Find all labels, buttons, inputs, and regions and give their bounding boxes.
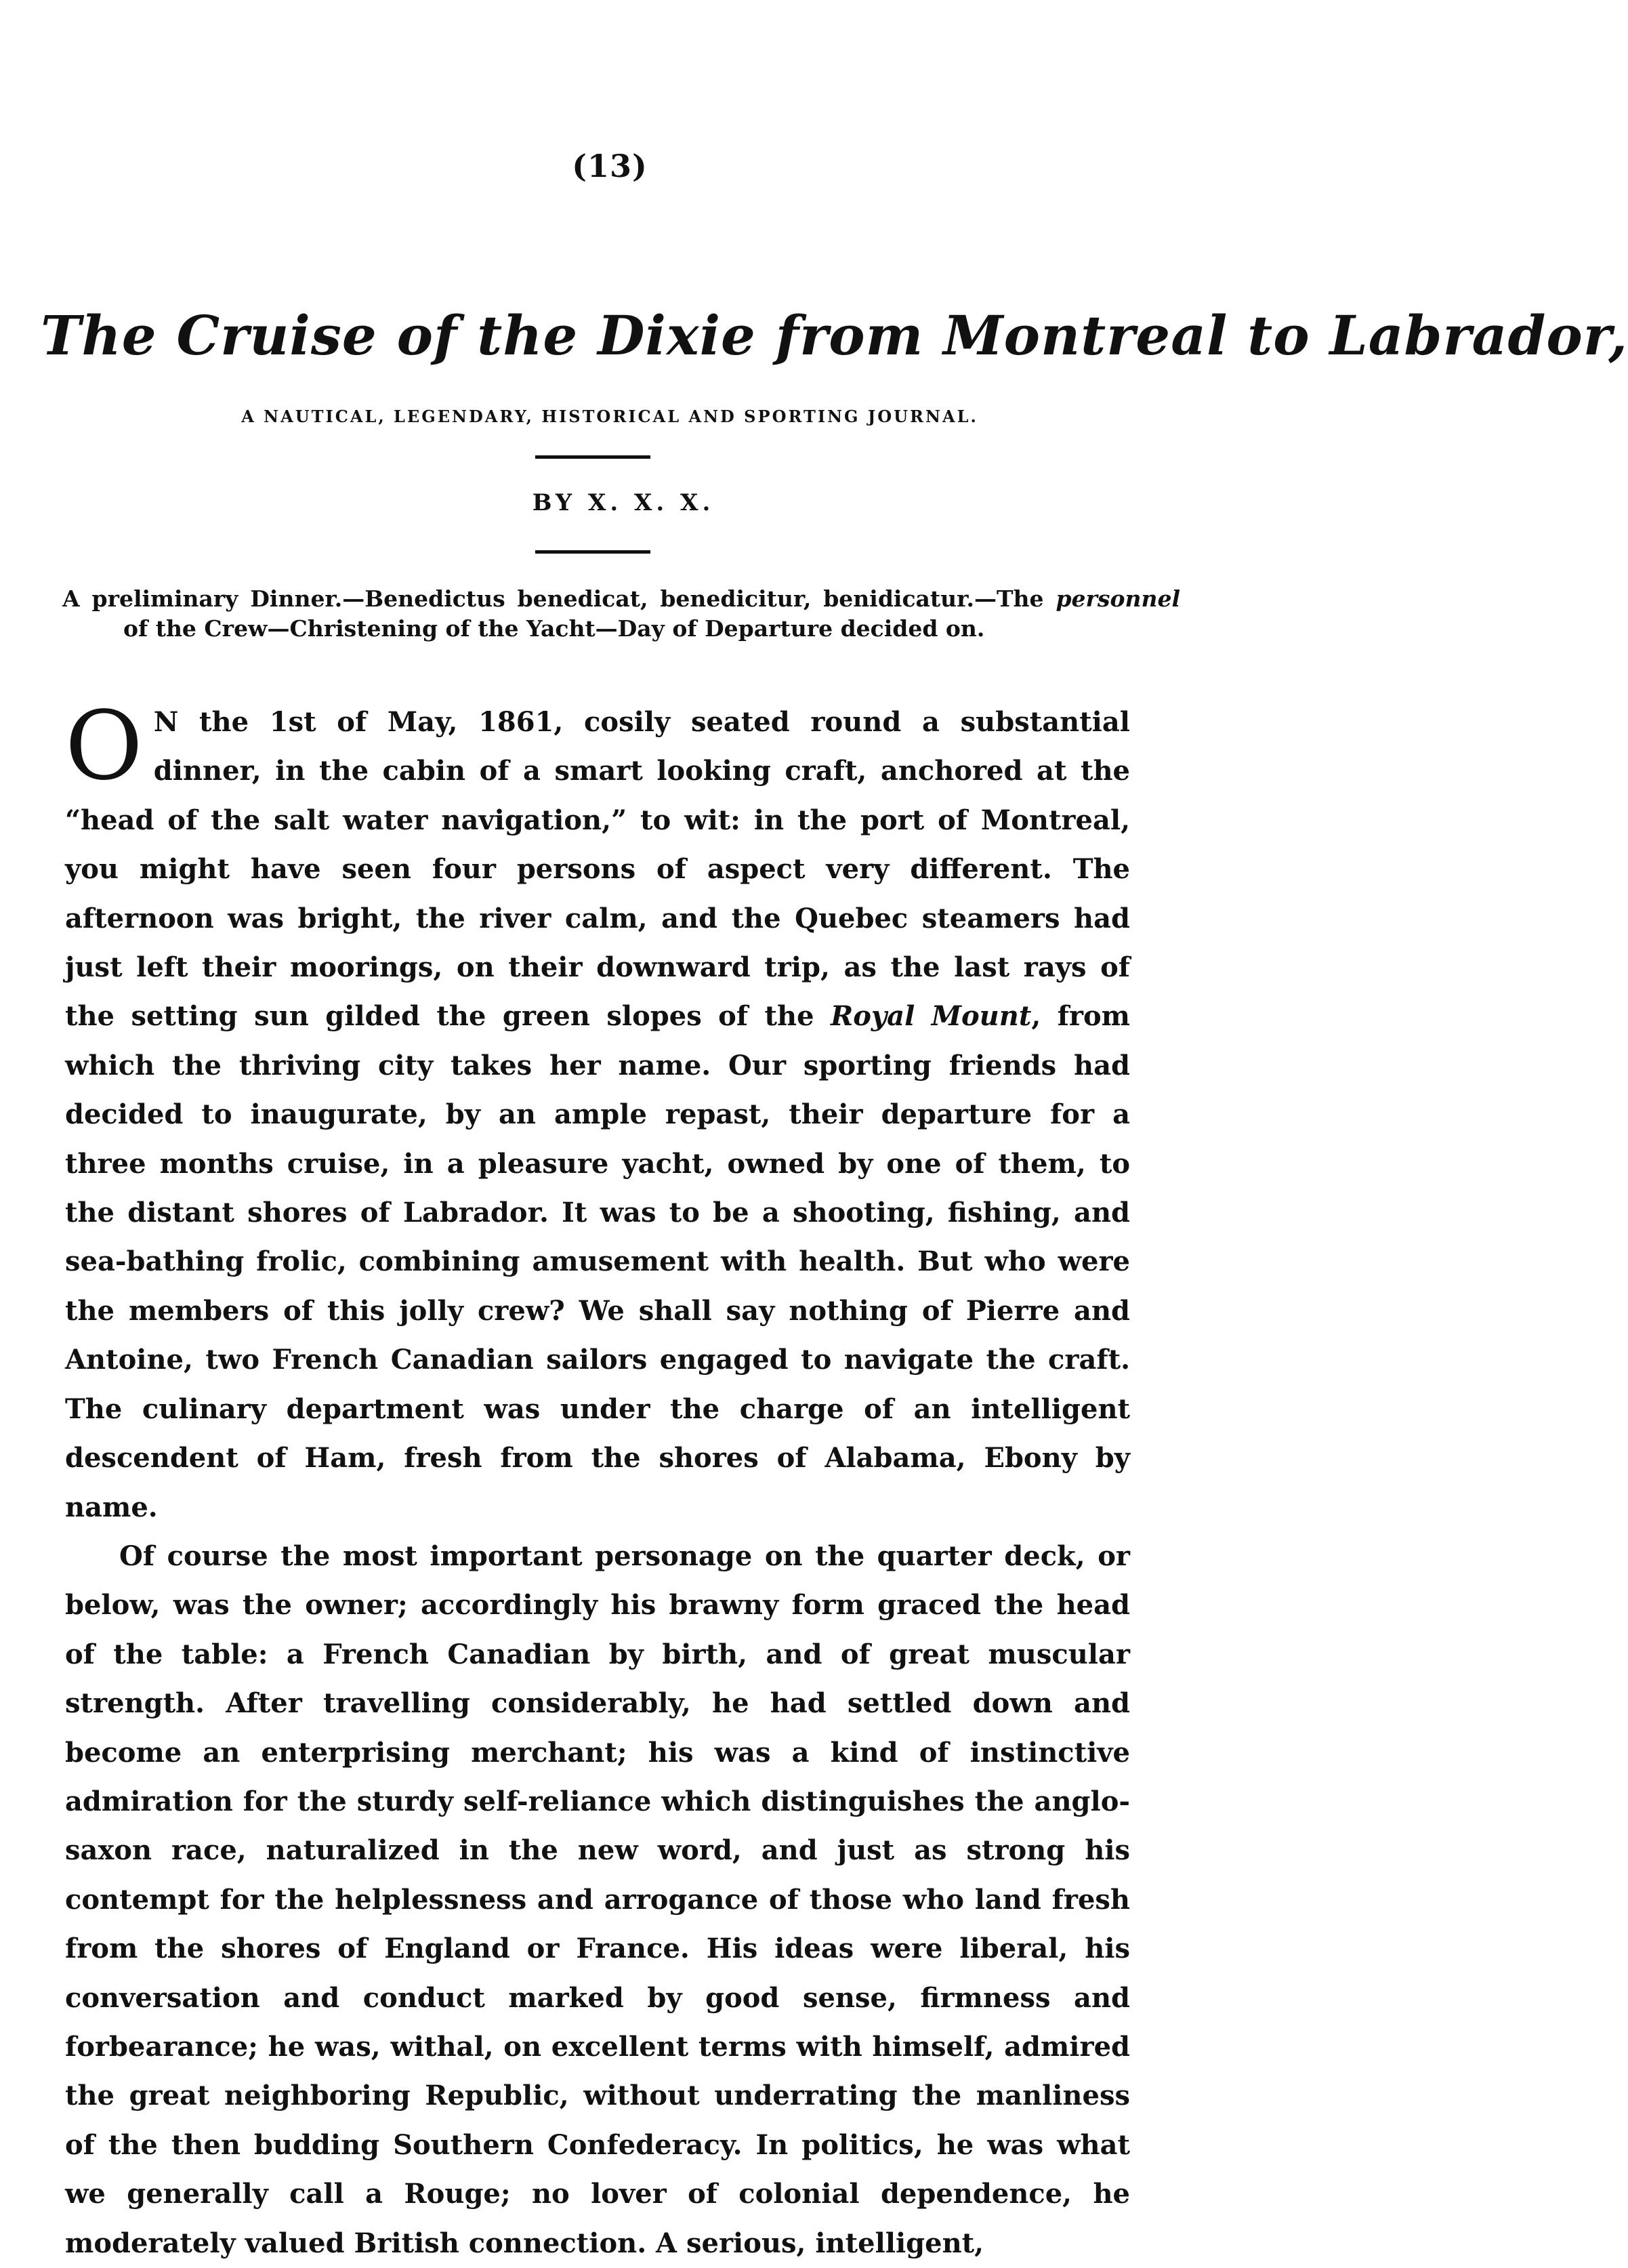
paragraph-1-text-1: N the 1st of May, 1861, cosily seated round a substantial dinner, in the cabin of a smart looking craft, anchored at the “head of the salt water navigation,” to wit: in the port of Montreal, you might have seen four persons of aspect very different. The afternoon was bright, the river calm, and the Quebec steamers had just left their moorings, on their downward trip, as the last rays of the setting sun gilded the green slopes of the	[65, 706, 1130, 1033]
synopsis-text-2: of the Crew—Christening of the Yacht—Day of Departure decided on.	[123, 615, 985, 642]
chapter-synopsis	[62, 584, 1180, 644]
page-number: (13)	[572, 148, 648, 184]
chapter-title: The Cruise of the Dixie from Montreal to Labrador,	[41, 304, 1628, 367]
divider-rule-top	[535, 455, 650, 459]
drop-cap: O	[65, 691, 143, 802]
paragraph-1-text-2: , from which the thriving city takes her name. Our sporting friends had decided to inaugurate, by an ample repast, their departure for a three months cruise, in a pleasure yacht, owned by one of them, to the distant shores of Labrador. It was to be a shooting, fishing, and sea-bathing frolic, combining amusement with health. But who were the members of this jolly crew? We shall say nothing of Pierre and Antoine, two French Canadian sailors engaged to navigate the craft. The culinary department was under the charge of an intelligent descendent of Ham, fresh from the shores of Alabama, Ebony by name.	[65, 1000, 1130, 1523]
body-text	[65, 691, 1130, 2268]
paragraph-1-italic: Royal Mount	[830, 1000, 1032, 1033]
paragraph-2: Of course the most important personage on the quarter deck, or below, was the owner; accordingly his brawny form graced the head of the table: a French Canadian by birth, and of great muscular strength. After travelling considerably, he had settled down and become an enterprising merchant; his was a kind of instinctive admiration for the sturdy self-reliance which distinguishes the anglo-saxon race, naturalized in the new word, and just as strong his contempt for the helplessness and arrogance of those who land fresh from the shores of England or France. His ideas were liberal, his conversation and conduct marked by good sense, firmness and forbearance; he was, withal, on excellent terms with himself, admired the great neighboring Republic, without underrating the manliness of the then budding Southern Confederacy. In politics, he was what we generally call a Rouge; no lover of colonial dependence, he moderately valued British connection. A serious, intelligent,	[65, 1540, 1130, 2259]
author-byline: BY X. X. X.	[532, 489, 715, 516]
paragraph-1	[65, 691, 1130, 1532]
synopsis-italic: personnel	[1056, 585, 1180, 612]
chapter-subtitle: A NAUTICAL, LEGENDARY, HISTORICAL AND SPORTING JOURNAL.	[241, 407, 978, 426]
divider-rule-bottom	[535, 550, 650, 554]
synopsis-text-1: A preliminary Dinner.—Benedictus benedicat, benedicitur, benidicatur.—The	[62, 585, 1056, 612]
